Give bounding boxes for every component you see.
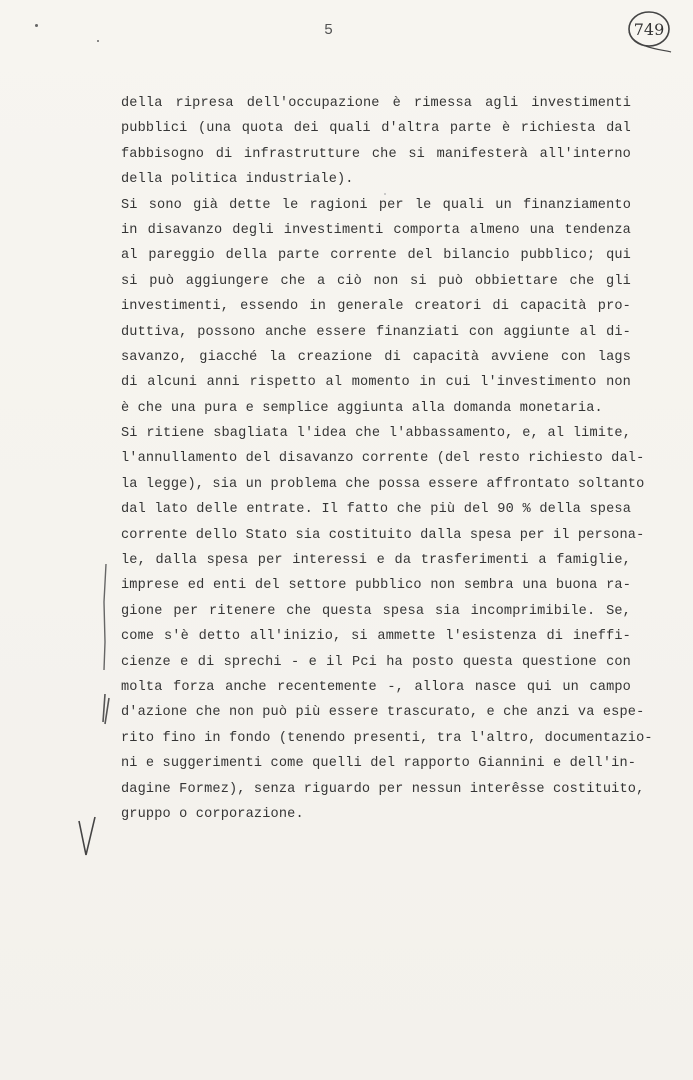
text-line: savanzo, giacché la creazione di capacità avviene con lags [121, 349, 631, 365]
text-line: dagine Formez), senza riguardo per nessun interêsse costituito, [121, 781, 645, 797]
text-line: di alcuni anni rispetto al momento in cui l'investimento non [121, 375, 631, 391]
text-line: l'annullamento del disavanzo corrente (del resto richiesto dal- [121, 451, 645, 467]
text-line: duttiva, possono anche essere finanziati con aggiunte al di- [121, 324, 631, 340]
dust-speck [97, 40, 99, 42]
text-line: pubblici (una quota dei quali d'altra parte è richiesta dal [121, 121, 631, 137]
text-line: investimenti, essendo in generale creatori di capacità pro- [121, 299, 631, 315]
margin-double-slash-mark [101, 692, 115, 726]
archive-stamp-number: 749 [633, 20, 665, 39]
text-line: in disavanzo degli investimenti comporta almeno una tendenza [121, 222, 631, 238]
text-line: dal lato delle entrate. Il fatto che più del 90 % della spesa [121, 502, 631, 518]
paragraph [121, 421, 653, 827]
text-line: fabbisogno di infrastrutture che si manifesterà all'interno [121, 146, 631, 162]
margin-bracket-mark [100, 562, 110, 672]
text-line: imprese ed enti del settore pubblico non sembra una buona ra- [121, 578, 631, 594]
text-line: come s'è detto all'inizio, si ammette l'esistenza di ineffi- [121, 629, 631, 645]
text-line: d'azione che non può più essere trascurato, e che anzi va espe- [121, 705, 645, 721]
paragraph [121, 91, 631, 193]
text-line: rito fino in fondo (tenendo presenti, tra l'altro, documentazio- [121, 730, 653, 746]
text-line: la legge), sia un problema che possa essere affrontato soltanto [121, 476, 645, 492]
dust-speck [35, 24, 38, 27]
text-line: ni e suggerimenti come quelli del rapporto Giannini e dell'in- [121, 756, 637, 772]
text-line: si può aggiungere che a ciò non si può obbiettare che gli [121, 273, 631, 289]
page-number: 5 [324, 22, 334, 39]
text-line: cienze e di sprechi - e il Pci ha posto questa questione con [121, 654, 631, 670]
text-line: gione per ritenere che questa spesa sia incomprimibile. Se, [121, 603, 631, 619]
text-line: della ripresa dell'occupazione è rimessa agli investimenti [121, 96, 631, 111]
body-text [121, 91, 653, 827]
archive-stamp-icon [625, 8, 673, 56]
paragraph [121, 193, 631, 422]
text-line: gruppo o corporazione. [121, 806, 304, 822]
archive-stamp [625, 8, 673, 56]
text-line: Si sono già dette le ragioni per le quali un finanziamento [121, 197, 631, 213]
text-line: è che una pura e semplice aggiunta alla domanda monetaria. [121, 400, 603, 416]
text-line: le, dalla spesa per interessi e da trasferimenti a famiglie, [121, 553, 631, 569]
text-line: corrente dello Stato sia costituito dalla spesa per il persona- [121, 527, 645, 543]
margin-check-mark [76, 815, 98, 859]
text-line: della politica industriale). [121, 172, 354, 188]
text-line: molta forza anche recentemente -, allora nasce qui un campo [121, 679, 631, 695]
text-line: Si ritiene sbagliata l'idea che l'abbassamento, e, al limite, [121, 426, 631, 442]
text-line: al pareggio della parte corrente del bilancio pubblico; qui [121, 248, 631, 264]
